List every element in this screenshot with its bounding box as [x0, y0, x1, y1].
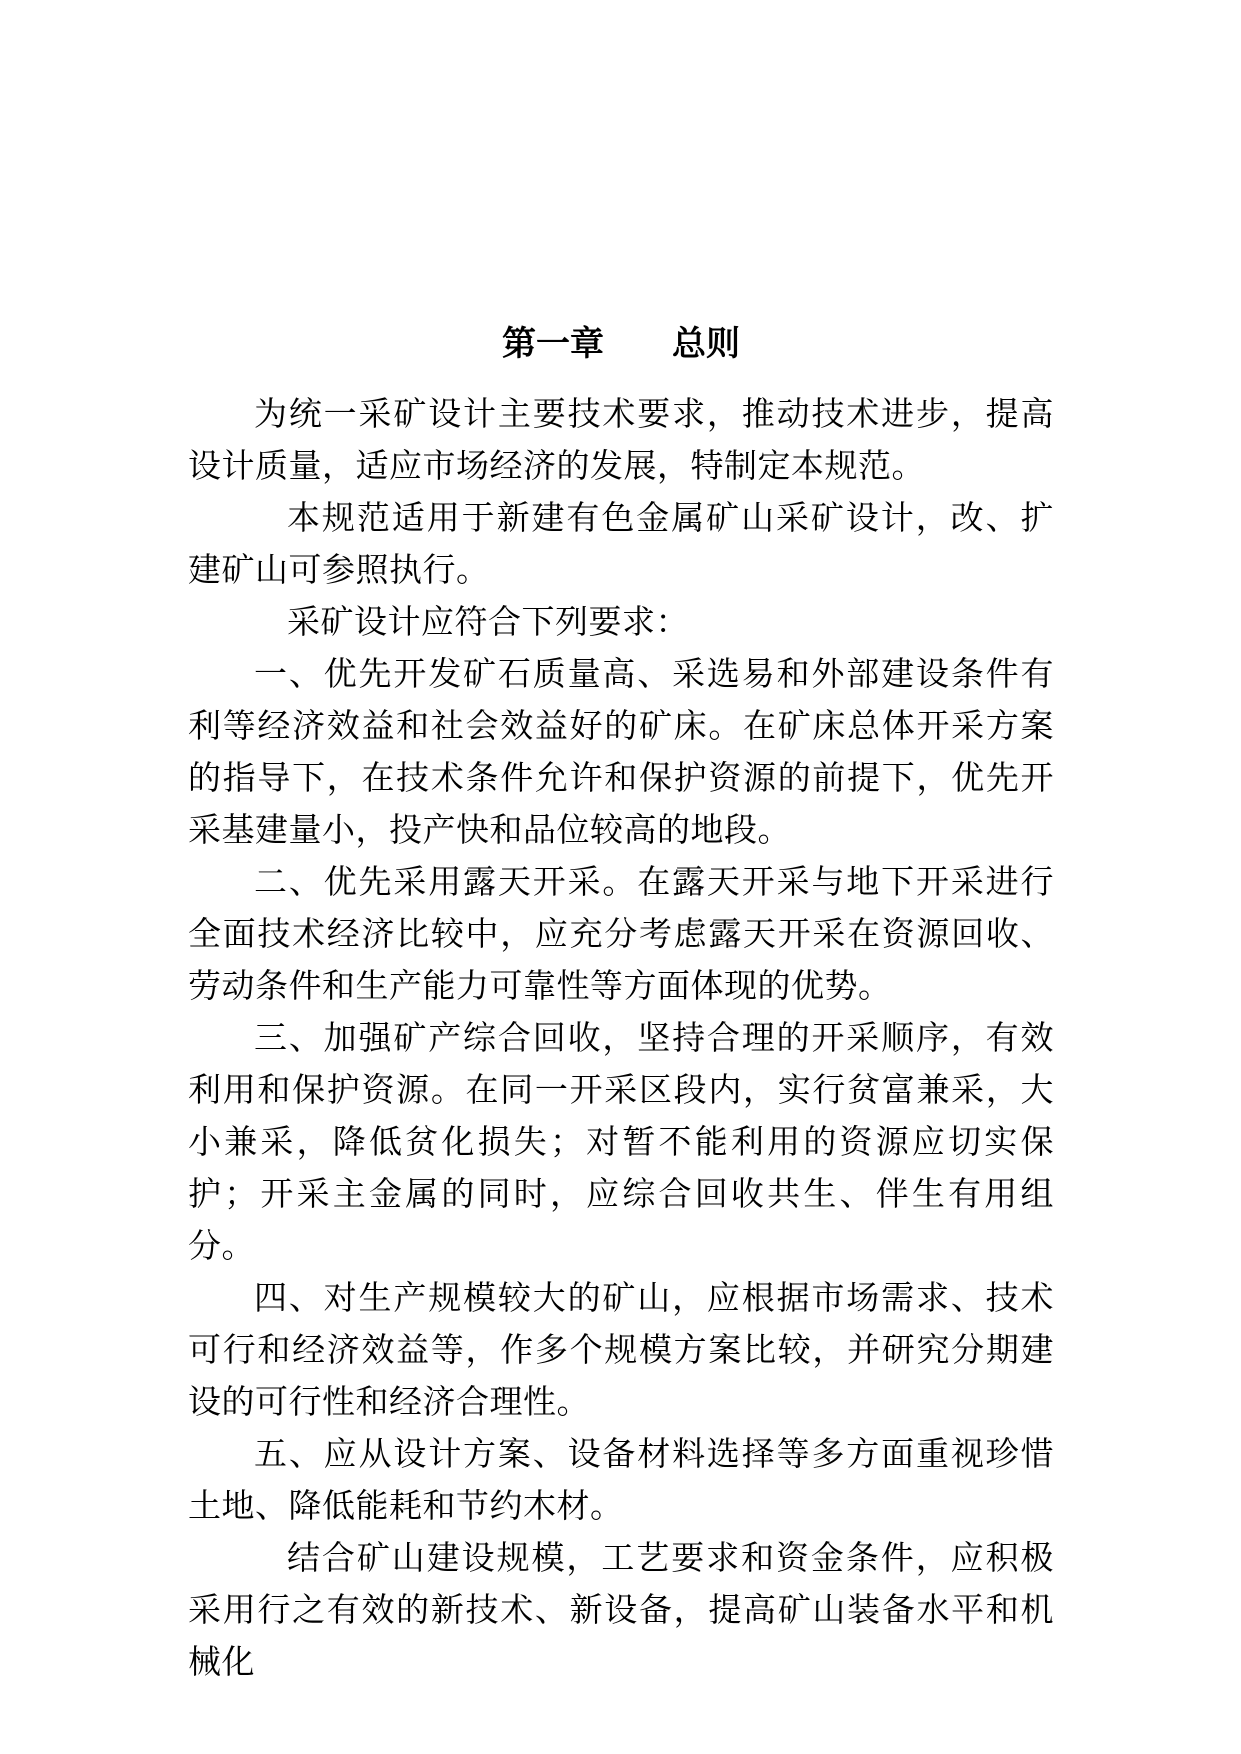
paragraph-requirement-4: 四、对生产规模较大的矿山，应根据市场需求、技术可行和经济效益等，作多个规模方案比较，并研究分期建设的可行性和经济合理性。	[188, 1278, 1054, 1421]
paragraph-requirements-intro: 采矿设计应符合下列要求：	[287, 602, 689, 641]
chapter-name: 总则	[672, 323, 740, 364]
chapter-title	[188, 319, 1054, 369]
document-page	[188, 0, 1054, 1754]
paragraph-requirement-5: 五、应从设计方案、设备材料选择等多方面重视珍惜土地、降低能耗和节约木材。	[188, 1434, 1054, 1525]
chapter-number: 第一章	[502, 323, 604, 364]
paragraph-scope: 本规范适用于新建有色金属矿山采矿设计，改、扩建矿山可参照执行。	[188, 498, 1054, 589]
chapter-body	[188, 388, 1054, 1688]
paragraph-requirement-1: 一、优先开发矿石质量高、采选易和外部建设条件有利等经济效益和社会效益好的矿床。在矿床总体开采方案的指导下，在技术条件允许和保护资源的前提下，优先开采基建量小，投产快和品位较高的地段。	[188, 654, 1054, 849]
paragraph-requirement-3: 三、加强矿产综合回收，坚持合理的开采顺序，有效利用和保护资源。在同一开采区段内，实行贫富兼采，大小兼采，降低贫化损失；对暂不能利用的资源应切实保护；开采主金属的同时，应综合回收共生、伴生有用组分。	[188, 1018, 1054, 1265]
paragraph-new-technology: 结合矿山建设规模，工艺要求和资金条件，应积极采用行之有效的新技术、新设备，提高矿山装备水平和机械化	[188, 1538, 1054, 1681]
paragraph-requirement-2: 二、优先采用露天开采。在露天开采与地下开采进行全面技术经济比较中，应充分考虑露天开采在资源回收、劳动条件和生产能力可靠性等方面体现的优势。	[188, 862, 1054, 1005]
paragraph-purpose: 为统一采矿设计主要技术要求，推动技术进步，提高设计质量，适应市场经济的发展，特制定本规范。	[188, 394, 1054, 485]
